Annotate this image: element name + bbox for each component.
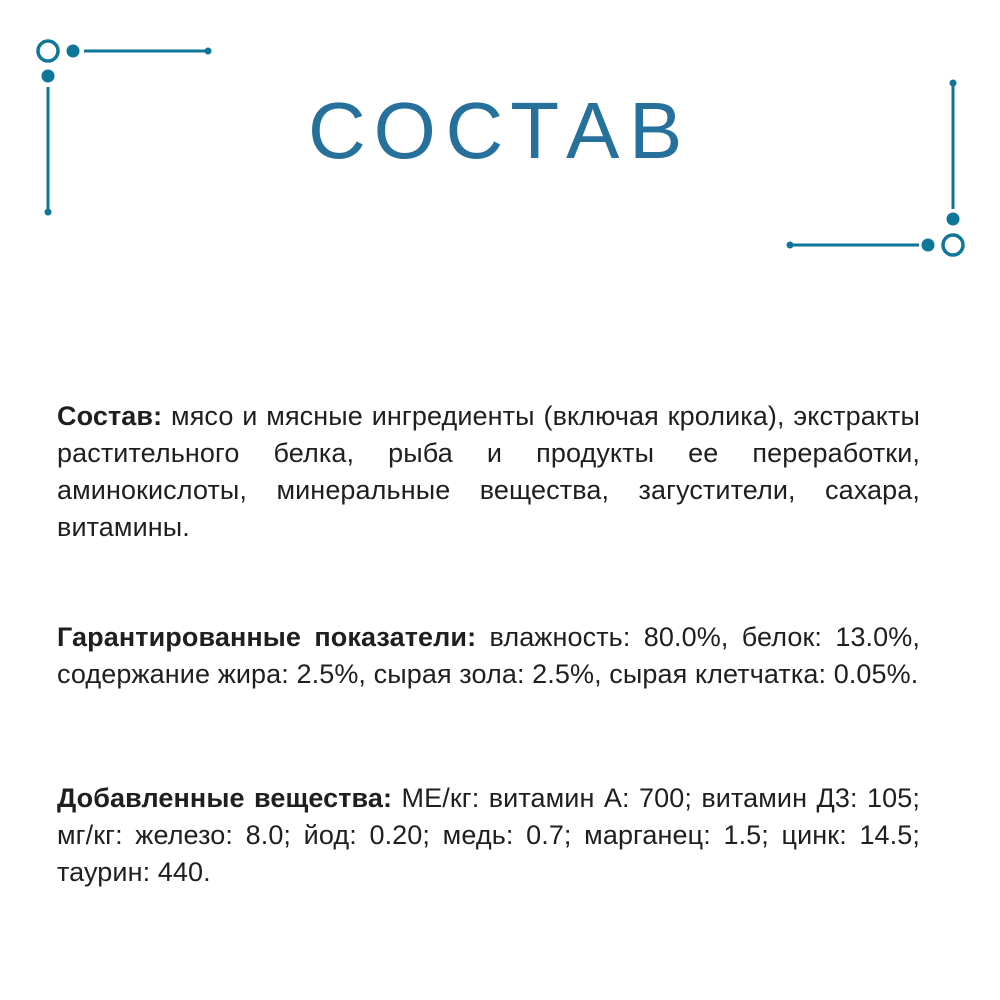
ingredients-paragraph: [57, 398, 920, 546]
dot-icon: [922, 239, 935, 252]
line-end-dot-icon: [45, 209, 52, 216]
ingredients-text: мясо и мясные ингредиенты (включая кролика), экстракты растительного белка, рыба и продукты ее переработки, аминокислоты, минеральные вещества, загустители, сахара, витамины.: [57, 401, 920, 542]
additives-text: МЕ/кг: витамин А: 700; витамин Д3: 105; мг/кг: железо: 8.0; йод: 0.20; медь: 0.7; марганец: 1.5; цинк: 14.5; таурин: 440.: [57, 783, 920, 887]
open-circle-icon: [38, 41, 58, 61]
open-circle-icon: [943, 235, 963, 255]
guaranteed-analysis-text: влажность: 80.0%, белок: 13.0%, содержание жира: 2.5%, сырая зола: 2.5%, сырая клетчатка: 0.05%.: [57, 622, 920, 689]
guaranteed-analysis-label: Гарантированные показатели:: [57, 622, 477, 652]
additives-paragraph: [57, 780, 920, 891]
guaranteed-analysis-paragraph: [57, 619, 920, 693]
composition-content: [57, 0, 920, 891]
dot-icon: [947, 213, 960, 226]
page-title: СОСТАВ: [308, 86, 692, 175]
dot-icon: [42, 70, 55, 83]
line-end-dot-icon: [950, 80, 957, 87]
ingredients-label: Состав:: [57, 401, 163, 431]
additives-label: Добавленные вещества:: [57, 783, 393, 813]
